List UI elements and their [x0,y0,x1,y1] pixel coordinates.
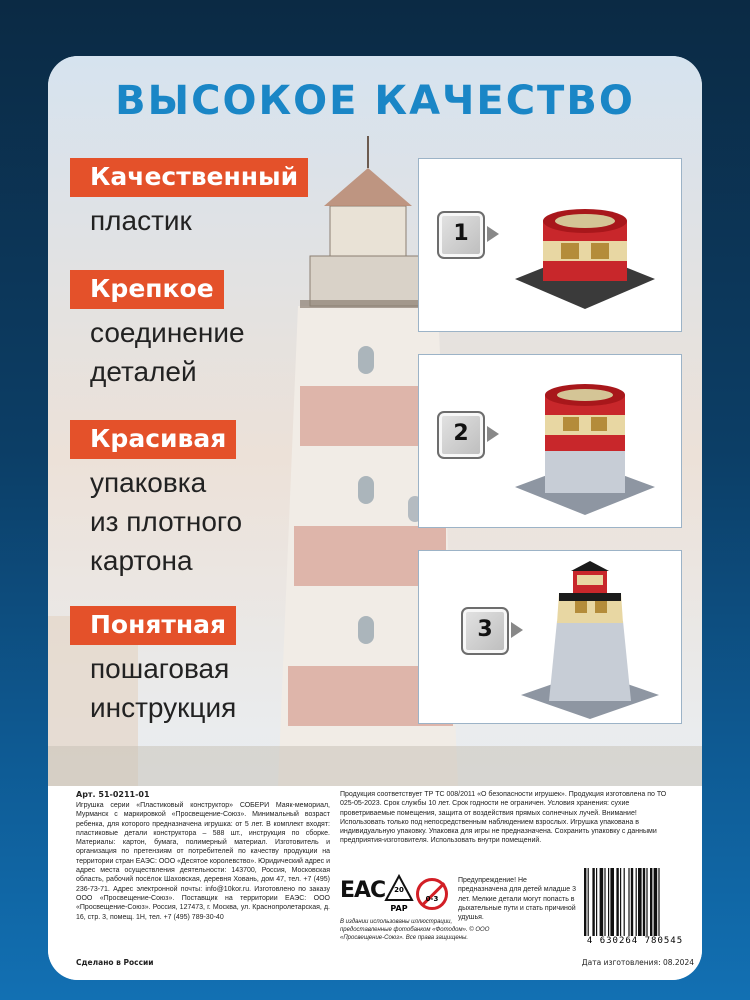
step-number-badge: 1 [437,211,485,259]
lighthouse-step3-model [515,557,665,721]
feature-description [70,463,370,580]
credits: В издании использованы иллюстрации, предоставленные фотобанком «Фотодом». © ООО «Просвещение-Союз». Все права защищены. [340,919,490,941]
feature-line: инструкция [90,692,237,723]
article-number: Арт. 51-0211-01 [76,790,150,799]
feature-quality-plastic [70,158,370,240]
feature-badge: Красивая [70,420,236,459]
barcode-number: 4 630264 780545 [586,936,684,946]
feature-line: упаковка [90,467,207,498]
step-panel-1 [418,158,682,332]
made-in-russia: Сделано в России [76,958,154,967]
feature-line: соединение [90,317,245,348]
lighthouse-step1-model [505,179,665,319]
feature-strong-connection [70,270,370,391]
feature-description [70,201,370,240]
step-number-badge: 3 [461,607,509,655]
recycle-number: 20 [394,886,404,894]
feature-line: пластик [90,205,192,236]
feature-line: картона [90,545,193,576]
feature-badge: Понятная [70,606,236,645]
page-title: ВЫСОКОЕ КАЧЕСТВО [115,78,635,124]
feature-line: из плотного [90,506,243,537]
product-description: Игрушка серии «Пластиковый конструктор» СОБЕРИ Маяк-мемориал, Мурманск с маркировкой «Просвещение-Союз». Минимальный возраст ребенка, для которого предназначена игрушка: от 5 лет. В комплект входят: пластиковые детали конструктора – 588 шт., инструкция по сборке. Материалы: картон, бумага, полимерный материал. Изготовитель и организация по претензиям от потребителей по качеству продукции на территории стран ЕАЭС: ООО «Десятое королевство». Юридический адрес и адрес места осуществления деятельности: 143700, Россия, Московская область, рабочий посёлок Шаховская, деревня Ховань, дом 47, тел. +7 (495) 236-73-71. Адрес электронной почты: info@10kor.ru. Изготовлено по заказу ООО «Просвещение-Союз». Поставщик на территории ЕАЭС: ООО «Просвещение-Союз». Россия, 127473, г. Москва, ул. Краснопролетарская, д. 16, стр. 3, помещ. 1Н, тел. +7 (495) 789-30-40 [76,802,330,921]
product-info-section [48,786,702,980]
step-panel-3 [418,550,682,724]
info-card [48,56,702,980]
choking-warning: Предупреждение! Не предназначена для детей младше 3 лет. Мелкие детали могут попасть в дыхательные пути и стать причиной удушья. [458,877,576,922]
arrow-right-icon [487,426,499,442]
age-warning-icon: 0-3 [416,878,448,910]
feature-clear-instructions [70,606,370,727]
lighthouse-step2-model [505,369,665,519]
feature-beautiful-packaging [70,420,370,580]
eac-mark-icon: EAC [340,878,386,903]
step-number-badge: 2 [437,411,485,459]
compliance-text: Продукция соответствует ТР ТС 008/2011 «О безопасности игрушек». Продукция изготовлена по ТО 025-05-2023. Срок службы 10 лет. Срок годности не ограничен. Условия хранения: сухие проветриваемые помещения, защита от воздействия прямых солнечных лучей. Внимание! Использовать только под непосредственным наблюдением взрослых. Игрушка упакована в индивидуальную упаковку. Упаковка для игры не предназначена. Сохранить упаковку с данными предприятия-изготовителя. Использовать внутри помещений. [340,791,667,845]
feature-badge: Крепкое [70,270,224,309]
feature-description [70,649,370,727]
feature-line: деталей [90,356,197,387]
feature-line: пошаговая [90,653,230,684]
step-panel-2 [418,354,682,528]
feature-badge: Качественный [70,158,308,197]
manufacture-date: Дата изготовления: 08.2024 [581,958,694,967]
barcode [580,868,690,940]
recycle-label: PAP [390,904,408,913]
arrow-right-icon [487,226,499,242]
feature-description [70,313,370,391]
